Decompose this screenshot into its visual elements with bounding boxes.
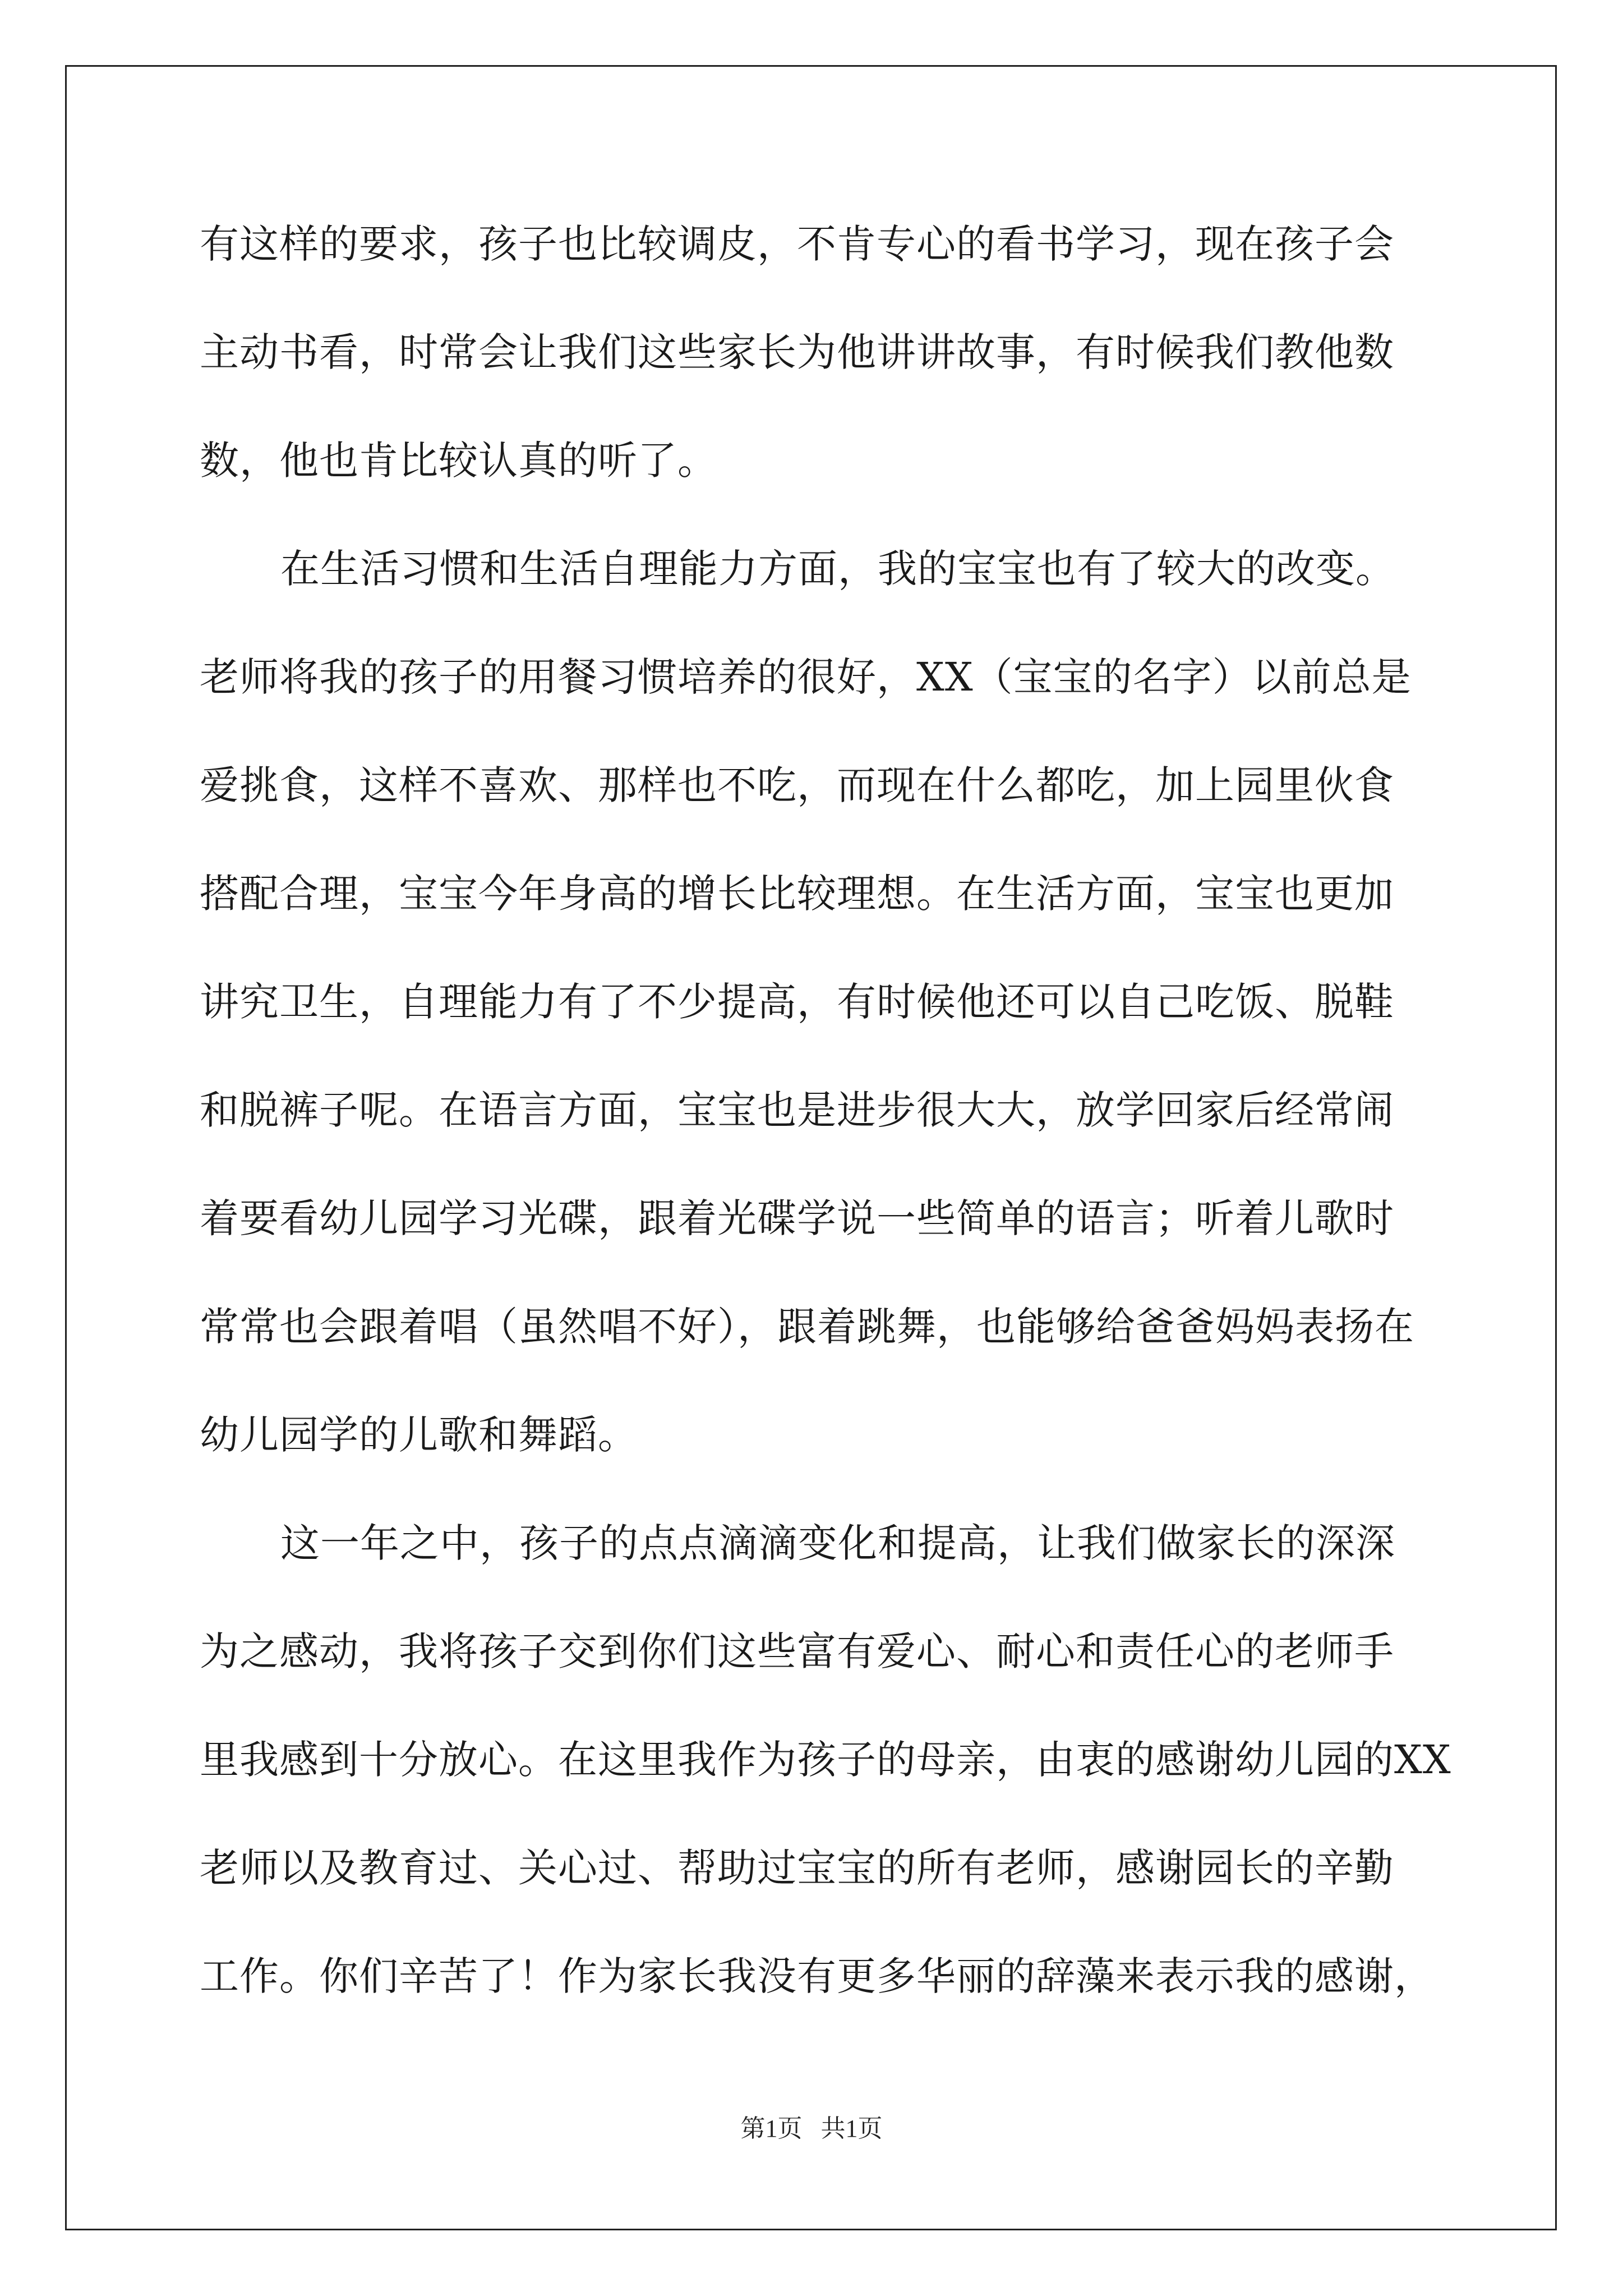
text-line: 幼儿园学的儿歌和舞蹈。 xyxy=(200,1412,638,1458)
text-line: 工作。你们辛苦了！作为家长我没有更多华丽的辞藻来表示我的感谢， xyxy=(200,1953,1434,1999)
document-body xyxy=(200,216,1451,2056)
text-line: 有这样的要求，孩子也比较调皮，不肯专心的看书学习，现在孩子会 xyxy=(200,221,1394,267)
text-line: 为之感动，我将孩子交到你们这些富有爱心、耐心和责任心的老师手 xyxy=(200,1628,1394,1674)
text-line: 老师以及教育过、关心过、帮助过宝宝的所有老师，感谢园长的辛勤 xyxy=(200,1845,1394,1891)
text-line: 老师将我的孩子的用餐习惯培养的很好，XX（宝宝的名字）以前总是 xyxy=(200,654,1412,700)
text-line: 着要看幼儿园学习光碟，跟着光碟学说一些简单的语言；听着儿歌时 xyxy=(200,1195,1394,1241)
text-line: 数，他也肯比较认真的听了。 xyxy=(200,438,717,484)
paragraph-first-line: 这一年之中，孩子的点点滴滴变化和提高，让我们做家长的深深 xyxy=(280,1520,1395,1566)
text-line: 爱挑食，这样不喜欢、那样也不吃，而现在什么都吃，加上园里伙食 xyxy=(200,762,1394,808)
paragraph-first-line: 在生活习惯和生活自理能力方面，我的宝宝也有了较大的改变。 xyxy=(280,546,1395,592)
text-line: 常常也会跟着唱（虽然唱不好），跟着跳舞，也能够给爸爸妈妈表扬在 xyxy=(200,1304,1414,1350)
text-line: 里我感到十分放心。在这里我作为孩子的母亲，由衷的感谢幼儿园的XX xyxy=(200,1737,1451,1783)
text-line: 主动书看，时常会让我们这些家长为他讲讲故事，有时候我们教他数 xyxy=(200,329,1394,375)
text-line: 搭配合理，宝宝今年身高的增长比较理想。在生活方面，宝宝也更加 xyxy=(200,871,1394,917)
text-line: 和脱裤子呢。在语言方面，宝宝也是进步很大大，放学回家后经常闹 xyxy=(200,1087,1394,1133)
text-line: 讲究卫生，自理能力有了不少提高，有时候他还可以自己吃饭、脱鞋 xyxy=(200,979,1394,1025)
page-footer xyxy=(0,2108,1623,2144)
page-number: 第1页 xyxy=(740,2115,803,2142)
page-total: 共1页 xyxy=(820,2115,883,2142)
